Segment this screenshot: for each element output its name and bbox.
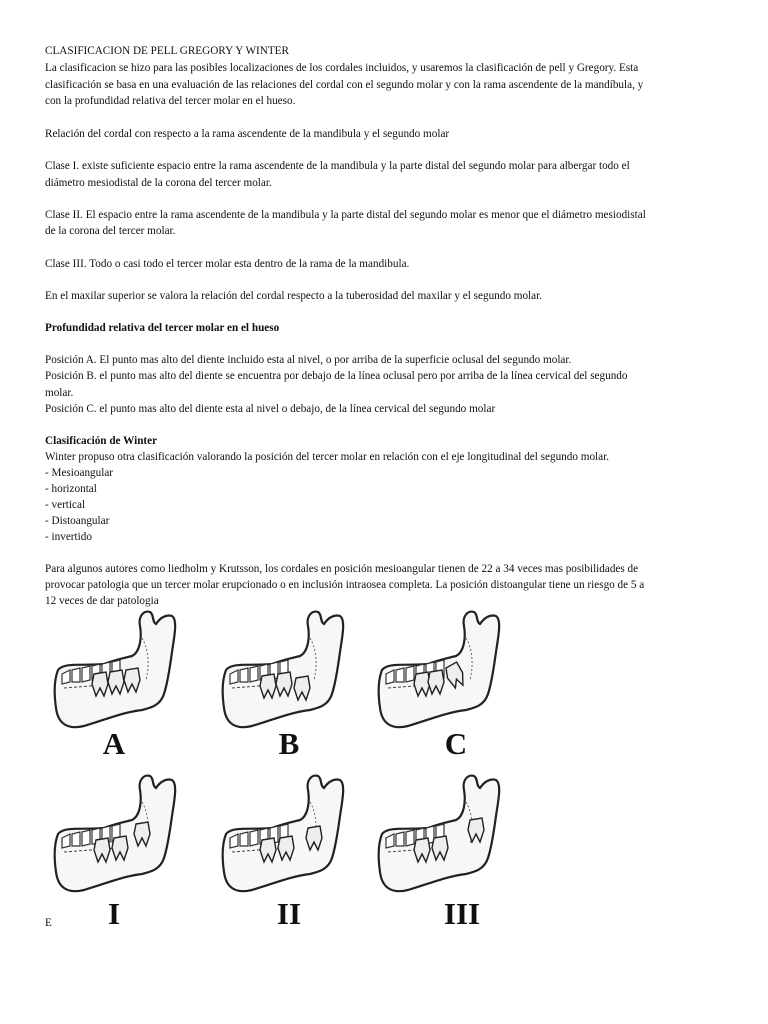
profundidad-heading: Profundidad relativa del tercer molar en el hueso <box>45 322 280 334</box>
clase-3: Clase III. Todo o casi todo el tercer molar esta dentro de la rama de la mandibula. <box>45 258 410 270</box>
mandible-classification-figure <box>44 606 520 930</box>
figure-label-c: C <box>444 726 468 761</box>
trailing-letter: E <box>45 917 52 929</box>
intro-line-1: La clasificacion se hizo para las posibles localizaciones de los cordales incluidos, y usaremos la clasificación de pell y Gregory. Esta <box>45 62 639 74</box>
document-title: CLASIFICACION DE PELL GREGORY Y WINTER <box>45 45 289 57</box>
winter-item-vertical: - vertical <box>45 499 86 511</box>
winter-intro: Winter propuso otra clasificación valorando la posición del tercer molar en relación con el eje longitudinal del segundo molar. <box>45 451 610 463</box>
figure-label-b: B <box>278 726 300 761</box>
winter-item-mesioangular: - Mesioangular <box>45 467 114 479</box>
intro-line-3: con la profundidad relativa del tercer molar en el hueso. <box>45 95 296 107</box>
maxilar-paragraph: En el maxilar superior se valora la relación del cordal respecto a la tuberosidad del maxilar y el segundo molar. <box>45 290 543 302</box>
figure-label-i: I <box>107 896 121 930</box>
clase-1-line-2: diámetro mesiodistal de la corona del tercer molar. <box>45 177 272 189</box>
relation-heading: Relación del cordal con respecto a la rama ascendente de la mandibula y el segundo molar <box>45 128 450 140</box>
figure-label-ii: II <box>276 896 302 930</box>
posicion-b-line-2: molar. <box>45 387 74 399</box>
posicion-c: Posición C. el punto mas alto del diente esta al nivel o debajo, de la línea cervical del segundo molar <box>45 403 496 415</box>
figure-label-a: A <box>102 726 126 761</box>
winter-item-distoangular: - Distoangular <box>45 515 110 527</box>
autores-line-1: Para algunos autores como liedholm y Krutsson, los cordales en posición mesioangular tienen de 22 a 34 veces mas posibilidades de <box>45 563 639 575</box>
clase-1-line-1: Clase I. existe suficiente espacio entre la rama ascendente de la mandibula y la parte distal del segundo molar para albergar todo el <box>45 160 630 172</box>
intro-line-2: clasificación se basa en una evaluación de las relaciones del cordal con el segundo molar y con la rama ascendente de la mandíbula, y <box>45 79 644 91</box>
winter-item-horizontal: - horizontal <box>45 483 97 495</box>
posicion-b-line-1: Posición B. el punto mas alto del diente se encuentra por debajo de la línea oclusal pero por arriba de la línea cervical del segundo <box>45 370 628 382</box>
autores-line-3: 12 veces de dar patologia <box>45 595 159 607</box>
autores-line-2: provocar patologia que un tercer molar erupcionado o en inclusión intraosea completa. La posición distoangular tiene un riesgo de 5 a <box>45 579 645 591</box>
clase-2-line-1: Clase II. El espacio entre la rama ascendente de la mandibula y la parte distal del segundo molar es menor que el diámetro mesiodistal <box>45 209 646 221</box>
posicion-a: Posición A. El punto mas alto del diente incluido esta al nivel, o por arriba de la superficie oclusal del segundo molar. <box>45 354 572 366</box>
winter-item-invertido: - invertido <box>45 531 92 543</box>
figure-label-iii: III <box>443 896 481 930</box>
clase-2-line-2: de la corona del tercer molar. <box>45 225 176 237</box>
winter-heading: Clasificación de Winter <box>45 435 158 447</box>
